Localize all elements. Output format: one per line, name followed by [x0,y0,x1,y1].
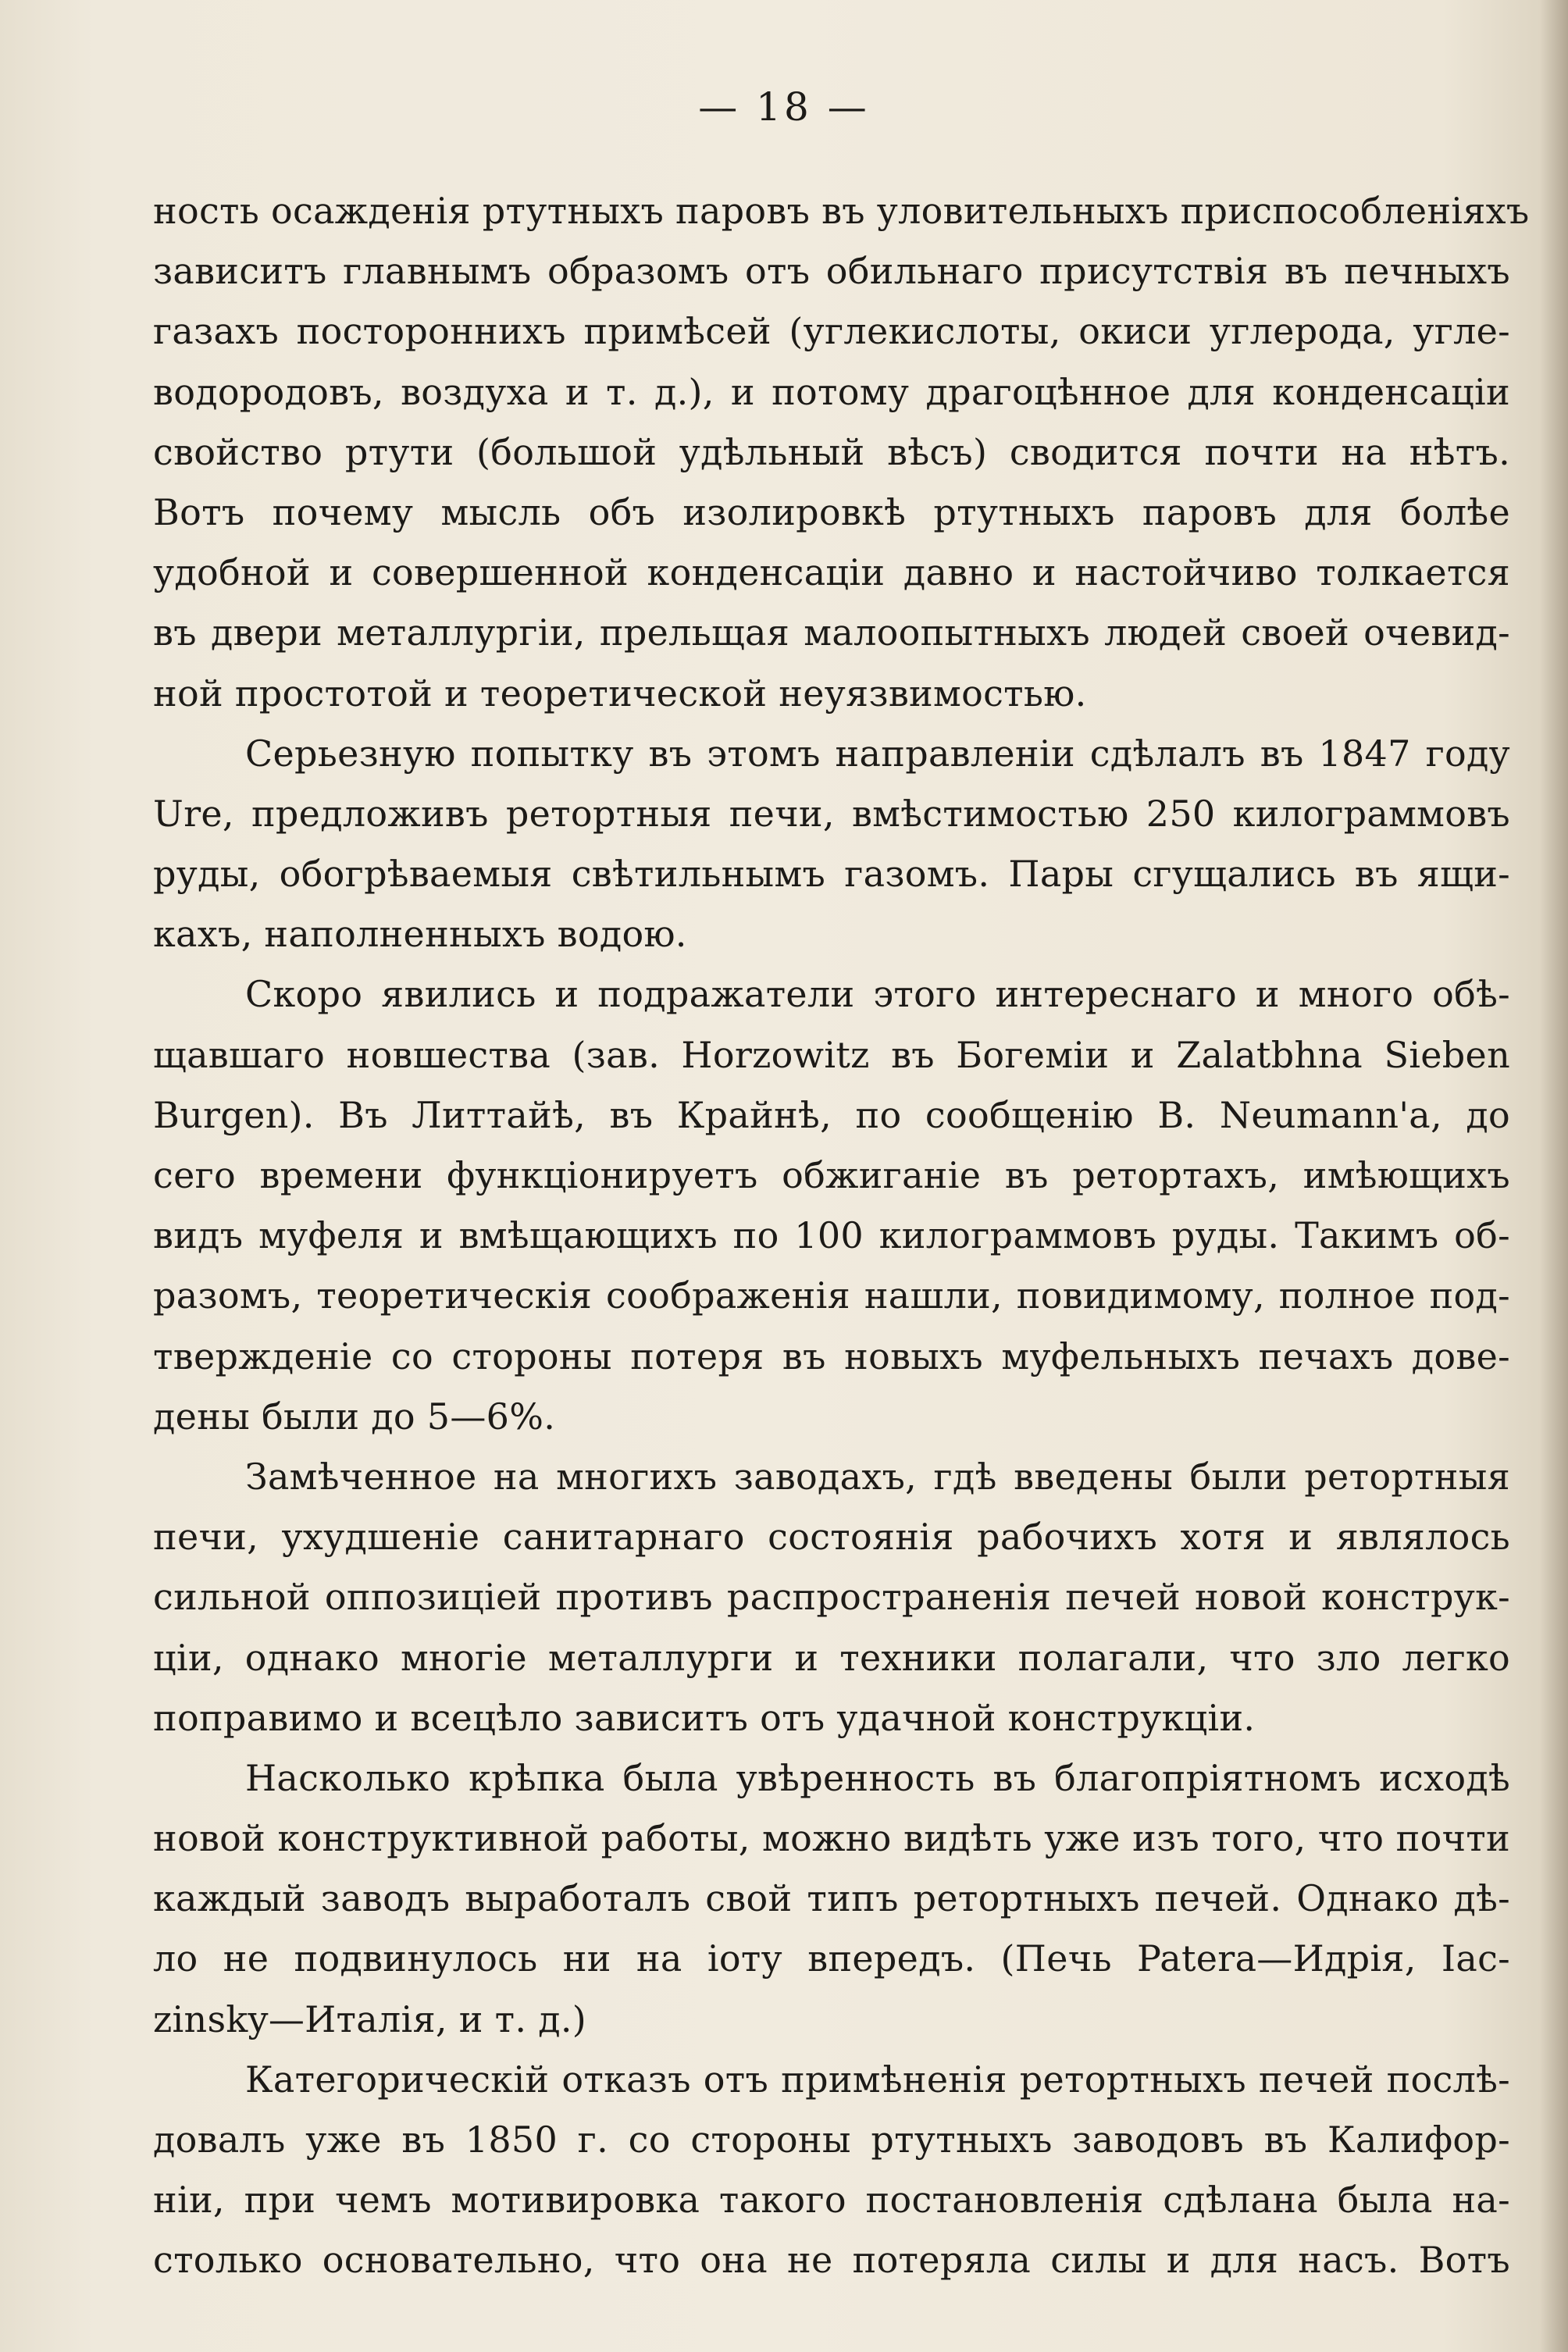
body-text [153,181,1530,2291]
text-line: печи, ухудшеніе санитарнаго состоянія рабочихъ хотя и являлось [153,1516,1510,1559]
text-line: Скоро явились и подражатели этого интереснаго и много обѣ- [245,973,1510,1016]
text-line: Burgen). Въ Литтайѣ, въ Крайнѣ, по сообщенію B. Neumann'a, до [153,1093,1510,1136]
text-line: zinsky—Италія, и т. д.) [153,1997,586,2040]
text-line: Замѣченное на многихъ заводахъ, гдѣ введены были ретортныя [245,1455,1510,1498]
text-line: въ двери металлургіи, прельщая малоопытныхъ людей своей очевид- [153,611,1510,654]
text-line: ной простотой и теоретической неуязвимостью. [153,672,1087,715]
text-line: руды, обогрѣваемыя свѣтильнымъ газомъ. Пары сгущались въ ящи- [153,853,1510,896]
text-line: ность осажденія ртутныхъ паровъ въ уловительныхъ приспособленіяхъ [153,190,1530,232]
text-line: ціи, однако многіе металлурги и техники полагали, что зло легко [153,1636,1510,1679]
text-line: кахъ, наполненныхъ водою. [153,913,687,956]
text-line: газахъ постороннихъ примѣсей (углекислоты, окиси углерода, угле- [153,310,1510,353]
text-line: зависитъ главнымъ образомъ отъ обильнаго присутствія въ печныхъ [153,250,1510,293]
text-line: ніи, при чемъ мотивировка такого постановленія сдѣлана была на- [153,2179,1510,2222]
page-number: — 18 — [698,84,870,130]
text-line: разомъ, теоретическія соображенія нашли, повидимому, полное под- [153,1274,1510,1317]
text-line: столько основательно, что она не потеряла силы и для насъ. Вотъ [153,2239,1510,2282]
text-line: твержденіе со стороны потеря въ новыхъ муфельныхъ печахъ дове- [153,1335,1510,1377]
text-line: сего времени функціонируетъ обжиганіе въ ретортахъ, имѣющихъ [153,1154,1510,1196]
text-line: ло не подвинулось ни на іоту впередъ. (Печь Patera—Идрія, Іас- [153,1937,1510,1980]
text-line: каждый заводъ выработалъ свой типъ ретортныхъ печей. Однако дѣ- [153,1877,1510,1920]
text-line: щавшаго новшества (зав. Horzowitz въ Богеміи и Zalatbhna Sieben [153,1033,1510,1076]
text-line: Серьезную попытку въ этомъ направленіи сдѣлалъ въ 1847 году [245,732,1510,775]
text-line: видъ муфеля и вмѣщающихъ по 100 килограммовъ руды. Такимъ об- [153,1214,1510,1257]
text-line: свойство ртути (большой удѣльный вѣсъ) сводится почти на нѣтъ. [153,430,1510,473]
text-line: Вотъ почему мысль объ изолировкѣ ртутныхъ паровъ для болѣе [153,490,1510,533]
text-line: дены были до 5—6%. [153,1395,556,1438]
text-line: поправимо и всецѣло зависитъ отъ удачной конструкціи. [153,1696,1256,1739]
text-line: сильной оппозиціей противъ распространенія печей новой конструк- [153,1576,1510,1619]
text-line: Насколько крѣпка была увѣренность въ благопріятномъ исходѣ [245,1756,1510,1799]
text-line: новой конструктивной работы, можно видѣть уже изъ того, что почти [153,1817,1510,1860]
page-edge-shadow [1540,0,1568,2352]
text-line: Ure, предложивъ ретортныя печи, вмѣстимостью 250 килограммовъ [153,792,1510,835]
text-line: удобной и совершенной конденсаціи давно и настойчиво толкается [153,551,1510,594]
text-line: Категорическій отказъ отъ примѣненія ретортныхъ печей послѣ- [245,2058,1510,2101]
text-line: водородовъ, воздуха и т. д.), и потому драгоцѣнное для конденсаціи [153,370,1510,413]
text-line: довалъ уже въ 1850 г. со стороны ртутныхъ заводовъ въ Калифор- [153,2119,1510,2161]
